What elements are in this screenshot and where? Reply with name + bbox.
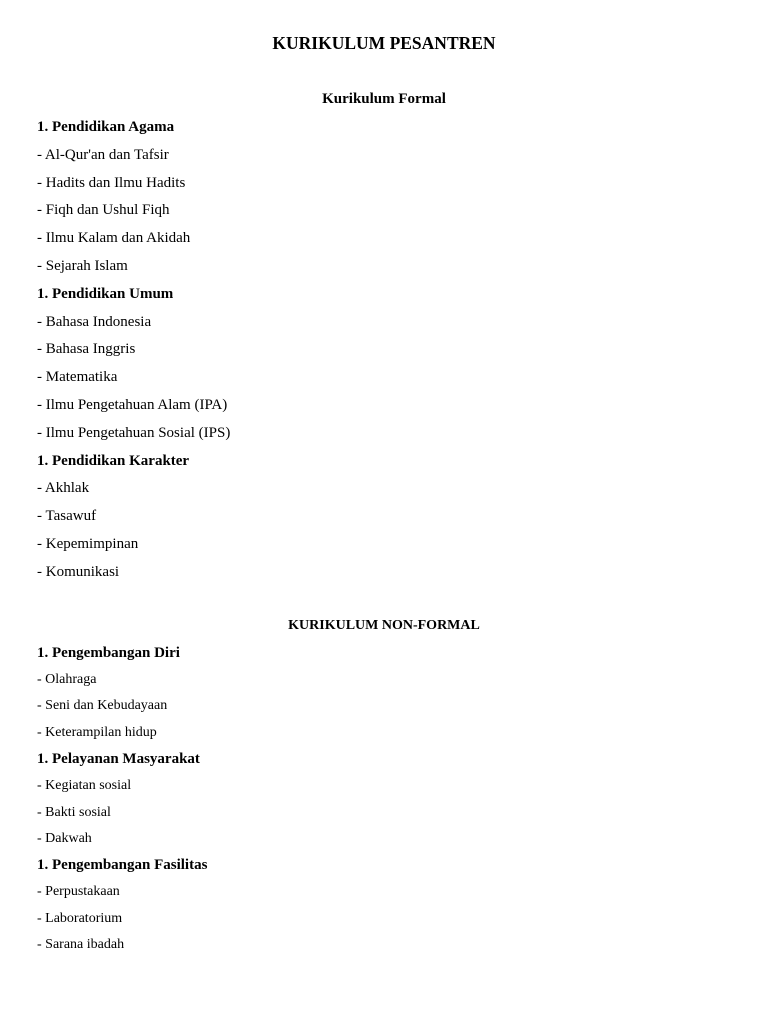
formal-list-item: - Bahasa Indonesia <box>37 313 152 330</box>
nonformal-group-heading: 1. Pelayanan Masyarakat <box>37 751 200 768</box>
nonformal-list-item: - Kegiatan sosial <box>37 778 132 794</box>
formal-group-heading: 1. Pendidikan Umum <box>37 285 174 302</box>
formal-curriculum-list <box>37 117 230 590</box>
nonformal-list-item: - Seni dan Kebudayaan <box>37 698 168 714</box>
nonformal-list-item: - Bakti sosial <box>37 804 111 820</box>
formal-list-item: - Hadits dan Ilmu Hadits <box>37 174 186 191</box>
formal-list-item: - Kepemimpinan <box>37 535 139 552</box>
formal-list-item: - Ilmu Pengetahuan Alam (IPA) <box>37 396 228 413</box>
formal-list-item: - Akhlak <box>37 480 90 497</box>
formal-group-heading: 1. Pendidikan Agama <box>37 119 175 135</box>
nonformal-group-heading: 1. Pengembangan Diri <box>37 645 180 661</box>
nonformal-list-item: - Dakwah <box>37 830 92 846</box>
formal-list-item: - Sejarah Islam <box>37 257 128 274</box>
formal-list-item: - Komunikasi <box>37 563 120 580</box>
nonformal-list-item: - Olahraga <box>37 672 97 687</box>
formal-curriculum-heading: Kurikulum Formal <box>322 91 446 107</box>
formal-list-item: - Tasawuf <box>37 508 97 525</box>
formal-list-item: - Fiqh dan Ushul Fiqh <box>37 202 170 219</box>
formal-list-item: - Bahasa Inggris <box>37 341 136 358</box>
formal-list-item: - Matematika <box>37 369 118 386</box>
formal-list-item: - Ilmu Kalam dan Akidah <box>37 230 191 247</box>
nonformal-list-item: - Sarana ibadah <box>37 937 125 953</box>
nonformal-curriculum-heading: KURIKULUM NON-FORMAL <box>288 618 480 633</box>
nonformal-group-heading: 1. Pengembangan Fasilitas <box>37 857 208 874</box>
nonformal-list-item: - Keterampilan hidup <box>37 724 157 740</box>
nonformal-list-item: - Laboratorium <box>37 910 123 926</box>
formal-list-item: - Ilmu Pengetahuan Sosial (IPS) <box>37 424 231 441</box>
nonformal-curriculum-list <box>37 643 207 962</box>
nonformal-list-item: - Perpustakaan <box>37 884 120 900</box>
formal-list-item: - Al-Qur'an dan Tafsir <box>37 146 169 163</box>
formal-group-heading: 1. Pendidikan Karakter <box>37 452 190 469</box>
document-title: KURIKULUM PESANTREN <box>272 33 496 53</box>
